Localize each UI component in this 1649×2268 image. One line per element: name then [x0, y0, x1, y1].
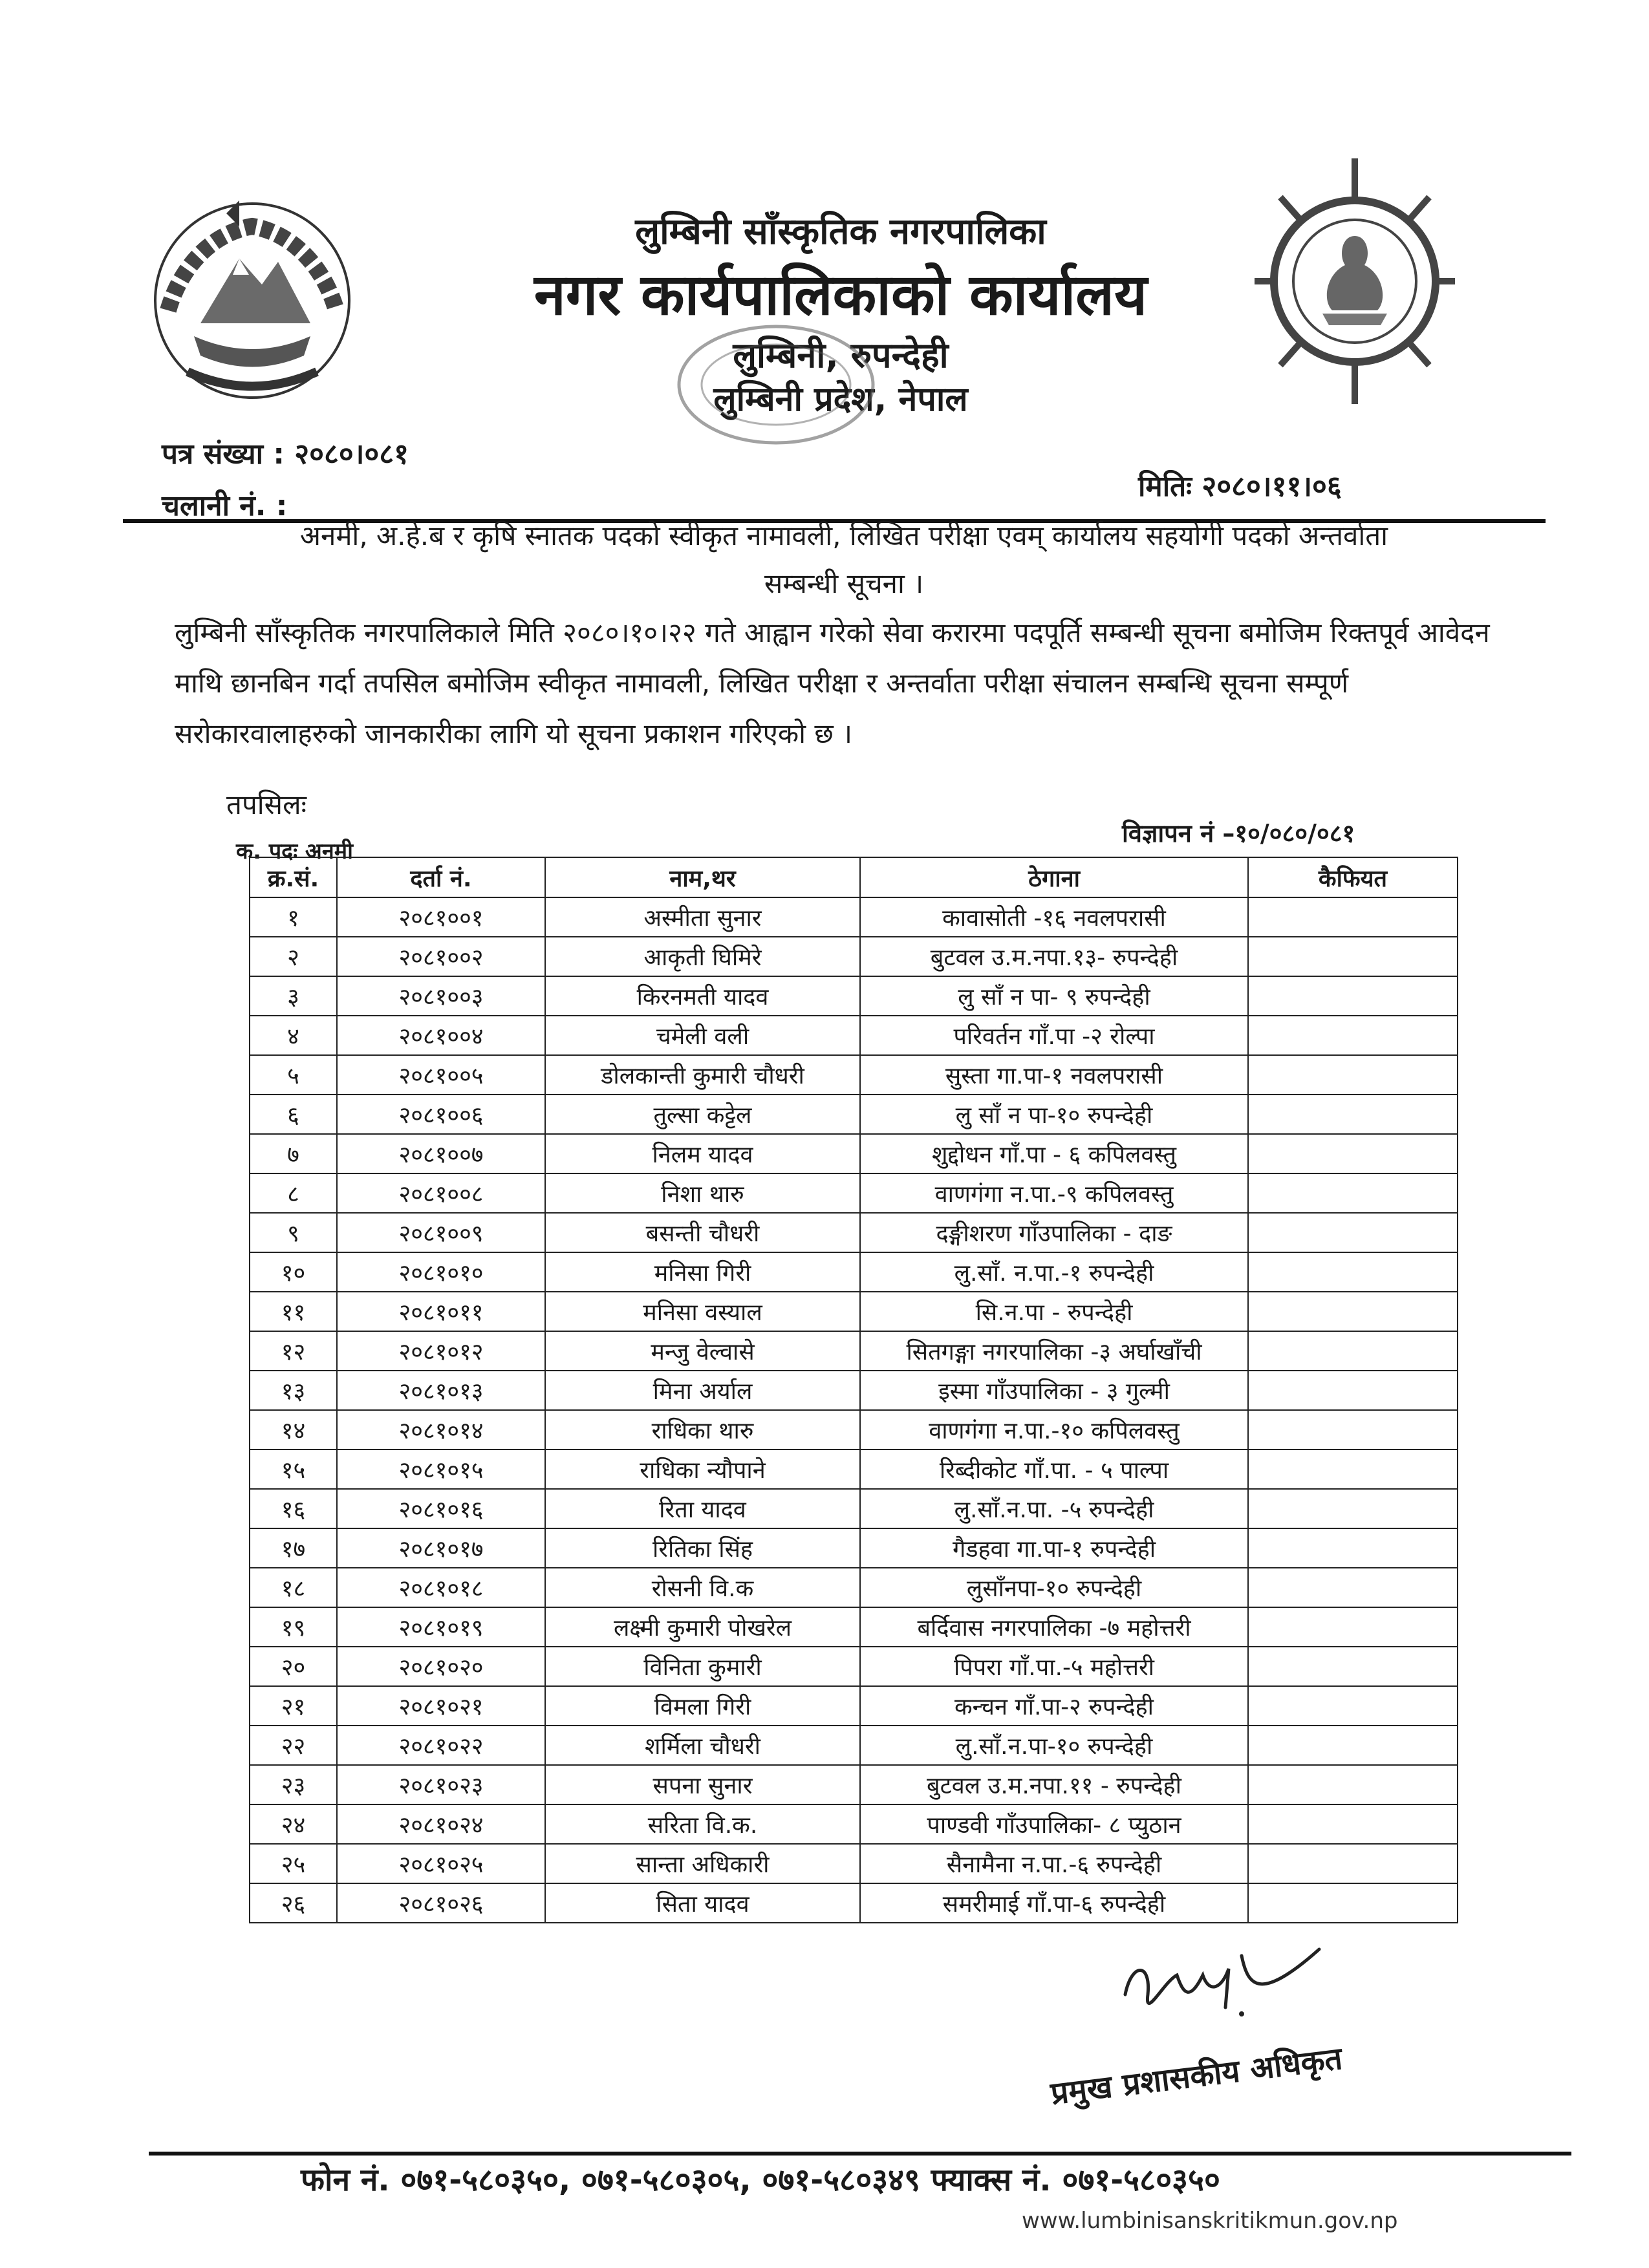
cell-name: सरिता वि.क.: [545, 1804, 860, 1844]
footer-divider: [149, 2152, 1571, 2156]
cell-reg-no: २०८१०१२: [337, 1331, 545, 1371]
table-body: [250, 897, 1458, 1923]
cell-address: गैडहवा गा.पा-१ रुपन्देही: [860, 1528, 1248, 1568]
table-row: [250, 1647, 1458, 1686]
cell-sn: १६: [250, 1489, 337, 1528]
cell-reg-no: २०८१००८: [337, 1173, 545, 1213]
letter-date: मितिः २०८०।११।०६: [1138, 470, 1342, 503]
cell-name: विमला गिरी: [545, 1686, 860, 1726]
cell-reg-no: २०८१०१३: [337, 1371, 545, 1410]
cell-address: शुद्दोधन गाँ.पा - ६ कपिलवस्तु: [860, 1134, 1248, 1173]
table-row: [250, 1686, 1458, 1726]
cell-address: सैनामैना न.पा.-६ रुपन्देही: [860, 1844, 1248, 1883]
cell-address: इस्मा गाँउपालिका - ३ गुल्मी: [860, 1371, 1248, 1410]
cell-sn: २१: [250, 1686, 337, 1726]
cell-remarks: [1248, 1095, 1458, 1134]
table-row: [250, 1804, 1458, 1844]
cell-sn: ५: [250, 1055, 337, 1095]
table-row: [250, 1528, 1458, 1568]
table-row: [250, 1410, 1458, 1450]
table-row: [250, 1095, 1458, 1134]
table-row: [250, 1726, 1458, 1765]
cell-sn: १०: [250, 1252, 337, 1292]
table-row: [250, 1213, 1458, 1252]
table-row: [250, 1450, 1458, 1489]
cell-address: लु साँ न पा-१० रुपन्देही: [860, 1095, 1248, 1134]
cell-name: डोलकान्ती कुमारी चौधरी: [545, 1055, 860, 1095]
cell-sn: २५: [250, 1844, 337, 1883]
cell-sn: १४: [250, 1410, 337, 1450]
cell-reg-no: २०८१००२: [337, 937, 545, 976]
cell-reg-no: २०८१०१०: [337, 1252, 545, 1292]
cell-reg-no: २०८१००४: [337, 1016, 545, 1055]
cell-name: मनिसा गिरी: [545, 1252, 860, 1292]
cell-reg-no: २०८१०१५: [337, 1450, 545, 1489]
cell-sn: १: [250, 897, 337, 937]
office-stamp-icon: [673, 320, 879, 449]
cell-reg-no: २०८१०२०: [337, 1647, 545, 1686]
cell-name: बसन्ती चौधरी: [545, 1213, 860, 1252]
table-row: [250, 937, 1458, 976]
cell-remarks: [1248, 1489, 1458, 1528]
cell-address: सुस्ता गा.पा-१ नवलपरासी: [860, 1055, 1248, 1095]
cell-name: मिना अर्याल: [545, 1371, 860, 1410]
cell-name: मन्जु वेल्वासे: [545, 1331, 860, 1371]
cell-name: सिता यादव: [545, 1883, 860, 1923]
cell-address: बर्दिवास नगरपालिका -७ महोत्तरी: [860, 1607, 1248, 1647]
nepal-emblem-icon: [142, 187, 362, 407]
table-row: [250, 1331, 1458, 1371]
cell-name: तुल्सा कट्टेल: [545, 1095, 860, 1134]
table-header-row: [250, 857, 1458, 897]
table-row: [250, 1173, 1458, 1213]
details-label: तपसिलः: [226, 789, 307, 820]
cell-address: दङ्गीशरण गाँउपालिका - दाङ: [860, 1213, 1248, 1252]
cell-remarks: [1248, 1844, 1458, 1883]
cell-sn: १५: [250, 1450, 337, 1489]
table-row: [250, 1883, 1458, 1923]
cell-name: राधिका न्यौपाने: [545, 1450, 860, 1489]
subject-line-1: अनमी, अ.हे.ब र कृषि स्नातक पदको स्वीकृत नामावली, लिखित परीक्षा एवम् कार्यालय सहयोगी पदको अन्तर्वाता: [299, 520, 1388, 551]
table-row: [250, 1252, 1458, 1292]
cell-remarks: [1248, 1134, 1458, 1173]
table-row: [250, 976, 1458, 1016]
cell-sn: ११: [250, 1292, 337, 1331]
cell-remarks: [1248, 1647, 1458, 1686]
cell-name: चमेली वली: [545, 1016, 860, 1055]
table-row: [250, 1016, 1458, 1055]
cell-sn: २४: [250, 1804, 337, 1844]
cell-reg-no: २०८१०२२: [337, 1726, 545, 1765]
cell-remarks: [1248, 1450, 1458, 1489]
cell-remarks: [1248, 1252, 1458, 1292]
cell-address: लु.साँ. न.पा.-१ रुपन्देही: [860, 1252, 1248, 1292]
cell-sn: १२: [250, 1331, 337, 1371]
table-row: [250, 1489, 1458, 1528]
cell-remarks: [1248, 1765, 1458, 1804]
cell-reg-no: २०८१०११: [337, 1292, 545, 1331]
cell-name: रितिका सिंह: [545, 1528, 860, 1568]
cell-reg-no: २०८१०२४: [337, 1804, 545, 1844]
cell-remarks: [1248, 1292, 1458, 1331]
table-row: [250, 1371, 1458, 1410]
cell-sn: २: [250, 937, 337, 976]
cell-name: सान्ता अधिकारी: [545, 1844, 860, 1883]
table-row: [250, 1055, 1458, 1095]
cell-remarks: [1248, 1213, 1458, 1252]
cell-sn: १७: [250, 1528, 337, 1568]
applicant-table: [249, 857, 1458, 1923]
reference-number: पत्र संख्या : २०८०।०८१: [162, 438, 409, 471]
cell-name: राधिका थारु: [545, 1410, 860, 1450]
cell-remarks: [1248, 1016, 1458, 1055]
cell-address: लु.साँ.न.पा-१० रुपन्देही: [860, 1726, 1248, 1765]
cell-sn: १८: [250, 1568, 337, 1607]
cell-sn: ७: [250, 1134, 337, 1173]
cell-remarks: [1248, 1726, 1458, 1765]
cell-sn: १३: [250, 1371, 337, 1410]
cell-reg-no: २०८१०१६: [337, 1489, 545, 1528]
table-row: [250, 897, 1458, 937]
cell-name: लक्ष्मी कुमारी पोखरेल: [545, 1607, 860, 1647]
dispatch-number: चलानी नं. :: [162, 489, 288, 522]
cell-reg-no: २०८१००७: [337, 1134, 545, 1173]
cell-address: लु.साँ.न.पा. -५ रुपन्देही: [860, 1489, 1248, 1528]
office-location: लुम्बिनी, रुपन्देही: [733, 335, 949, 376]
cell-name: सपना सुनार: [545, 1765, 860, 1804]
table-row: [250, 1765, 1458, 1804]
cell-remarks: [1248, 976, 1458, 1016]
table-row: [250, 1292, 1458, 1331]
table-row: [250, 1134, 1458, 1173]
cell-address: वाणगंगा न.पा.-९ कपिलवस्तु: [860, 1173, 1248, 1213]
cell-reg-no: २०८१०१८: [337, 1568, 545, 1607]
cell-address: पिपरा गाँ.पा.-५ महोत्तरी: [860, 1647, 1248, 1686]
cell-name: मनिसा वस्याल: [545, 1292, 860, 1331]
municipality-name: लुम्बिनी साँस्कृतिक नगरपालिका: [635, 211, 1046, 253]
table-row: [250, 1607, 1458, 1647]
cell-reg-no: २०८१०२१: [337, 1686, 545, 1726]
cell-remarks: [1248, 1331, 1458, 1371]
cell-remarks: [1248, 937, 1458, 976]
cell-address: बुटवल उ.म.नपा.११ - रुपन्देही: [860, 1765, 1248, 1804]
cell-name: शर्मिला चौधरी: [545, 1726, 860, 1765]
cell-address: कावासोती -१६ नवलपरासी: [860, 897, 1248, 937]
cell-reg-no: २०८१०१४: [337, 1410, 545, 1450]
col-header-reg-no: दर्ता नं.: [337, 857, 545, 897]
cell-remarks: [1248, 1055, 1458, 1095]
cell-reg-no: २०८१००६: [337, 1095, 545, 1134]
notice-body: लुम्बिनी साँस्कृतिक नगरपालिकाले मिति २०८०।१०।२२ गते आह्वान गरेको सेवा करारमा पदपूर्ति सम्बन्धी सूचना बमोजिम रिक्तपूर्व आवेदन माथि छानबिन गर्दा तपसिल बमोजिम स्वीकृत नामावली, लिखित परीक्षा र अन्तर्वाता परीक्षा संचालन सम्बन्धि सूचना सम्पूर्ण सरोकारवालाहरुको जानकारीका लागि यो सूचना प्रकाशन गरिएको छ ।: [175, 617, 1490, 749]
col-header-name: नाम,थर: [545, 857, 860, 897]
cell-name: आकृती घिमिरे: [545, 937, 860, 976]
advertisement-number: विज्ञापन नं –१०/०८०/०८१: [1122, 819, 1355, 848]
cell-reg-no: २०८१००९: [337, 1213, 545, 1252]
cell-address: सि.न.पा - रुपन्देही: [860, 1292, 1248, 1331]
cell-address: लुसाँनपा-१० रुपन्देही: [860, 1568, 1248, 1607]
cell-address: रिब्दीकोट गाँ.पा. - ५ पाल्पा: [860, 1450, 1248, 1489]
cell-remarks: [1248, 1883, 1458, 1923]
cell-reg-no: २०८१०१९: [337, 1607, 545, 1647]
cell-sn: ३: [250, 976, 337, 1016]
cell-name: अस्मीता सुनार: [545, 897, 860, 937]
cell-remarks: [1248, 897, 1458, 937]
cell-remarks: [1248, 1568, 1458, 1607]
cell-address: बुटवल उ.म.नपा.१३- रुपन्देही: [860, 937, 1248, 976]
cell-sn: २२: [250, 1726, 337, 1765]
cell-sn: २६: [250, 1883, 337, 1923]
cell-remarks: [1248, 1371, 1458, 1410]
signatory-title: प्रमुख प्रशासकीय अधिकृत: [1048, 2040, 1344, 2112]
col-header-address: ठेगाना: [860, 857, 1248, 897]
cell-remarks: [1248, 1686, 1458, 1726]
cell-reg-no: २०८१००५: [337, 1055, 545, 1095]
cell-reg-no: २०८१००३: [337, 976, 545, 1016]
col-header-sn: क्र.सं.: [250, 857, 337, 897]
office-province: लुम्बिनी प्रदेश, नेपाल: [713, 380, 968, 419]
office-title: नगर कार्यपालिकाको कार्यालय: [534, 261, 1147, 328]
cell-name: किरनमती यादव: [545, 976, 860, 1016]
table-row: [250, 1568, 1458, 1607]
cell-sn: १९: [250, 1607, 337, 1647]
cell-address: समरीमाई गाँ.पा-६ रुपन्देही: [860, 1883, 1248, 1923]
cell-address: लु साँ न पा- ९ रुपन्देही: [860, 976, 1248, 1016]
cell-reg-no: २०८१०१७: [337, 1528, 545, 1568]
cell-address: पाण्डवी गाँउपालिका- ८ प्युठान: [860, 1804, 1248, 1844]
website-link[interactable]: www.lumbinisanskritikmun.gov.np: [1022, 2208, 1398, 2234]
cell-remarks: [1248, 1410, 1458, 1450]
cell-sn: २३: [250, 1765, 337, 1804]
cell-sn: ८: [250, 1173, 337, 1213]
cell-remarks: [1248, 1173, 1458, 1213]
cell-sn: २०: [250, 1647, 337, 1686]
signature-icon: [1112, 1936, 1326, 2040]
cell-remarks: [1248, 1804, 1458, 1844]
cell-remarks: [1248, 1607, 1458, 1647]
cell-name: निलम यादव: [545, 1134, 860, 1173]
cell-address: सितगङ्गा नगरपालिका -३ अर्घाखाँची: [860, 1331, 1248, 1371]
cell-sn: ४: [250, 1016, 337, 1055]
cell-name: रिता यादव: [545, 1489, 860, 1528]
notice-subject: [149, 512, 1539, 608]
subject-line-2: सम्बन्धी सूचना ।: [764, 568, 924, 599]
cell-reg-no: २०८१००१: [337, 897, 545, 937]
cell-remarks: [1248, 1528, 1458, 1568]
cell-sn: ९: [250, 1213, 337, 1252]
cell-address: वाणगंगा न.पा.-१० कपिलवस्तु: [860, 1410, 1248, 1450]
cell-address: परिवर्तन गाँ.पा -२ रोल्पा: [860, 1016, 1248, 1055]
cell-name: निशा थारु: [545, 1173, 860, 1213]
cell-sn: ६: [250, 1095, 337, 1134]
cell-address: कन्चन गाँ.पा-२ रुपन्देही: [860, 1686, 1248, 1726]
cell-reg-no: २०८१०२५: [337, 1844, 545, 1883]
cell-name: विनिता कुमारी: [545, 1647, 860, 1686]
table-row: [250, 1844, 1458, 1883]
post-label: क. पदः अनमी: [236, 839, 353, 864]
municipality-logo-icon: [1248, 152, 1461, 411]
cell-name: रोसनी वि.क: [545, 1568, 860, 1607]
cell-reg-no: २०८१०२३: [337, 1765, 545, 1804]
col-header-remarks: कैफियत: [1248, 857, 1458, 897]
contact-phone: फोन नं. ०७१-५८०३५०, ०७१-५८०३०५, ०७१-५८०३४९ फ्याक्स नं. ०७१-५८०३५०: [301, 2162, 1220, 2198]
cell-reg-no: २०८१०२६: [337, 1883, 545, 1923]
